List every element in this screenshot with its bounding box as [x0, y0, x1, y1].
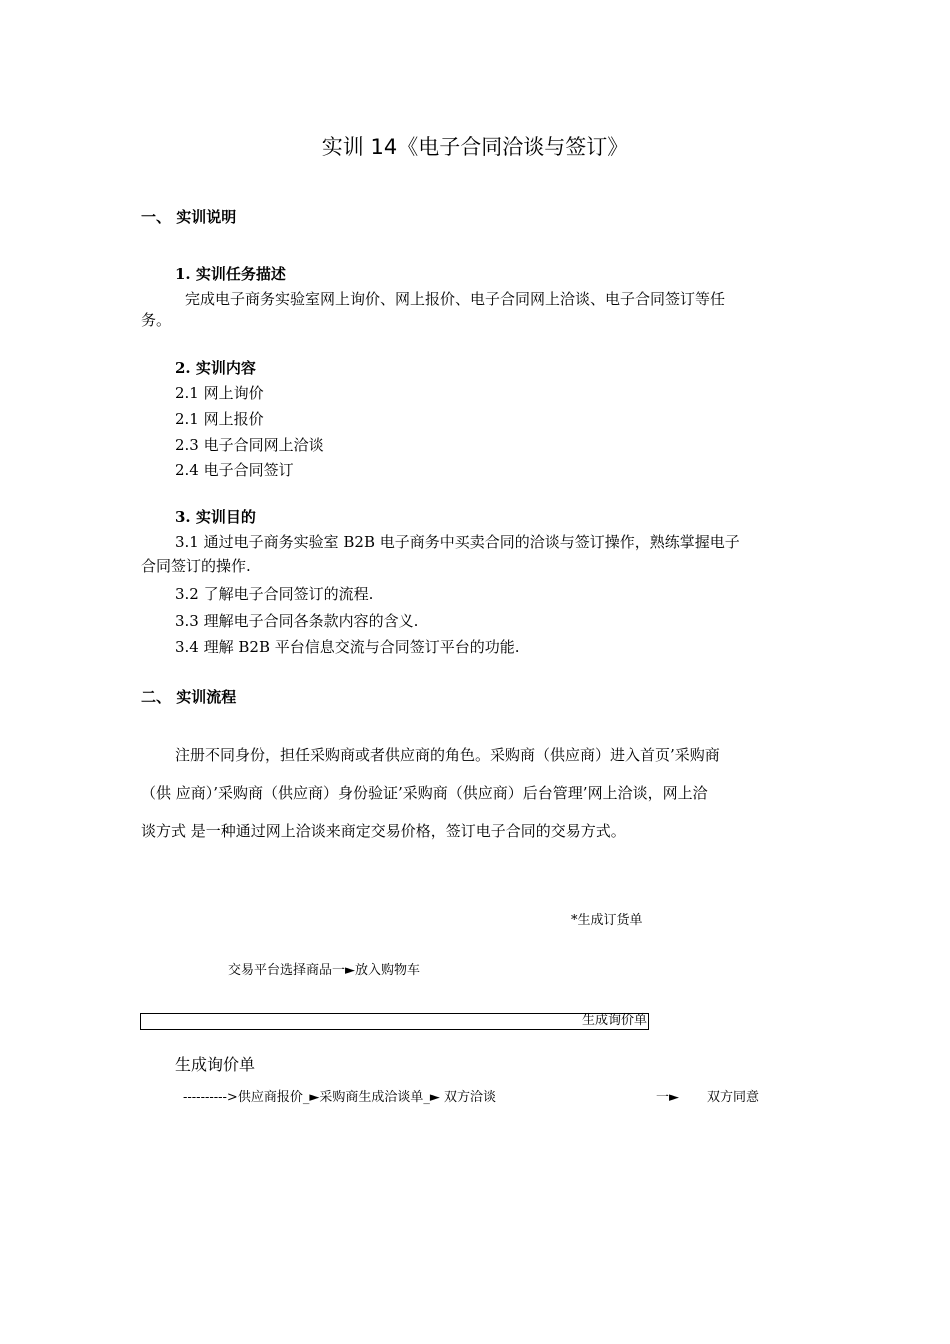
flow-order-label: *生成订货单: [571, 913, 643, 928]
purpose-item-2: 3.2 了解电子合同签订的流程.: [175, 585, 374, 603]
process-text-line2: （供 应商）’采购商（供应商）身份验证’采购商（供应商）后台管理’网上洽谈，网上洽: [141, 784, 708, 802]
purpose-item-1-line2: 合同签订的操作.: [141, 557, 251, 575]
flow-inquiry-box-label: 生成询价单: [581, 1013, 647, 1028]
flow-inquiry-label: 生成询价单: [175, 1055, 256, 1074]
purpose-item-1-line1: 3.1 通过电子商务实验室 B2B 电子商务中买卖合同的洽谈与签订操作，熟练掌握电子: [175, 533, 740, 551]
flow-step-select-goods: 交易平台选择商品一►放入购物车: [228, 963, 420, 978]
task-text-line2: 务。: [141, 311, 172, 329]
purpose-item-4: 3.4 理解 B2B 平台信息交流与合同签订平台的功能.: [175, 638, 520, 656]
purpose-item-3: 3.3 理解电子合同各条款内容的含义.: [175, 612, 419, 630]
task-heading: 1. 实训任务描述: [175, 265, 286, 283]
content-item: 2.3 电子合同网上洽谈: [175, 436, 324, 454]
task-text-line1: 完成电子商务实验室网上询价、网上报价、电子合同网上洽谈、电子合同签订等任: [185, 290, 726, 308]
content-item: 2.4 电子合同签订: [175, 461, 294, 479]
process-text-line3: 谈方式 是一种通过网上洽谈来商定交易价格，签订电子合同的交易方式。: [141, 822, 626, 840]
section-heading-process: 二、 实训流程: [141, 688, 237, 706]
flow-arrow: 一►: [656, 1090, 679, 1105]
purpose-heading: 3. 实训目的: [175, 508, 256, 526]
content-item: 2.1 网上询价: [175, 384, 264, 402]
page-title: 实训 14《电子合同洽谈与签订》: [321, 135, 629, 159]
content-heading: 2. 实训内容: [175, 359, 256, 377]
process-text-line1: 注册不同身份，担任采购商或者供应商的角色。采购商（供应商）进入首页’采购商: [175, 746, 720, 764]
section-heading-instructions: 一、 实训说明: [141, 208, 237, 226]
flow-step-agree: 双方同意: [707, 1090, 760, 1105]
content-item: 2.1 网上报价: [175, 410, 264, 428]
flow-inquiry-box: [140, 1013, 649, 1030]
flow-step-negotiation: ---------->供应商报价_►采购商生成洽谈单_► 双方洽谈: [183, 1090, 496, 1105]
